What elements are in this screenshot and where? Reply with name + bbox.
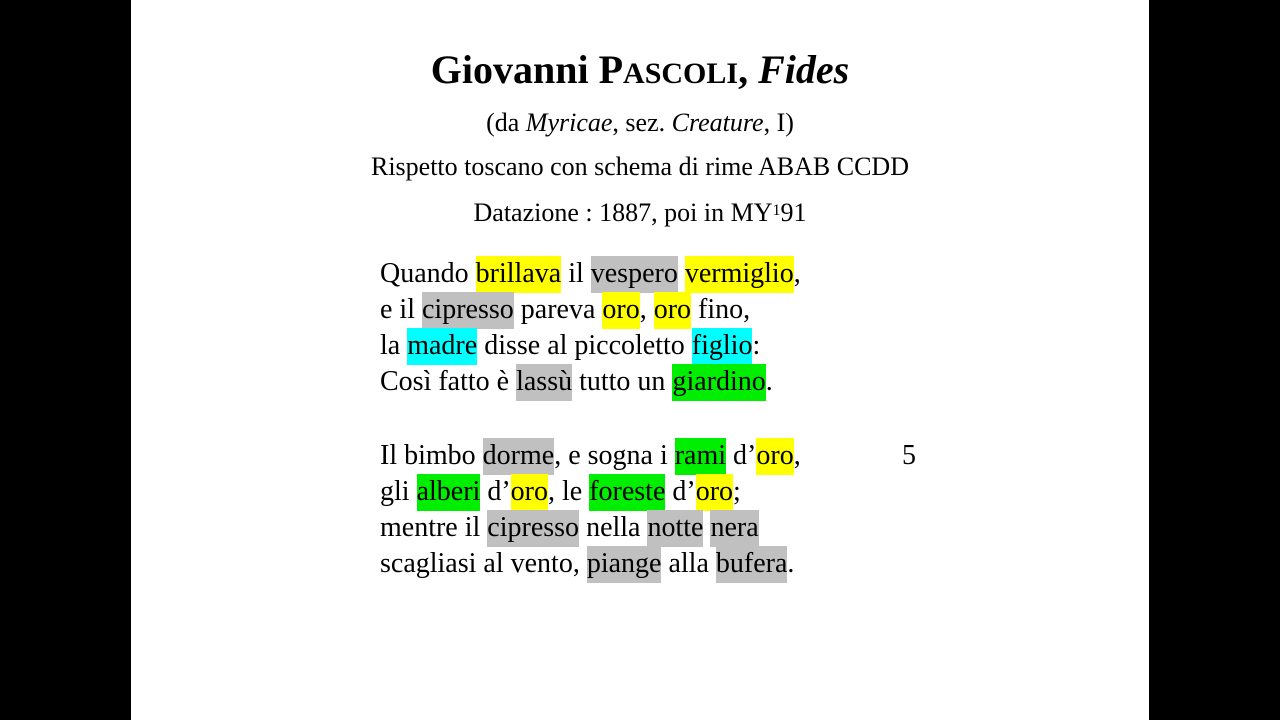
highlighted-word-cyan: madre [407, 328, 477, 365]
poem-text: . [765, 366, 773, 397]
title-last-rest: ASCOLI [623, 57, 739, 90]
title-work: Fides [758, 47, 850, 92]
subtitle-source-mid: , sez. [612, 108, 672, 137]
poem-stanza-1 [380, 256, 801, 400]
poem-text: mentre il [380, 512, 488, 543]
highlighted-word-yellow: oro [511, 474, 548, 511]
poem-text: nella [579, 512, 648, 543]
dating-suffix: 91 [780, 198, 807, 227]
highlighted-word-gray: lassù [516, 364, 572, 401]
poem-text: . [787, 548, 795, 579]
poem-text: pareva [513, 294, 603, 325]
poem-text: gli [380, 476, 417, 507]
poem-text [678, 258, 685, 289]
poem-text: la [380, 330, 408, 361]
highlighted-word-yellow: oro [696, 474, 733, 511]
highlighted-word-yellow: oro [756, 438, 793, 475]
subtitle-source-close: , I) [763, 108, 794, 137]
subtitle-collection: Myricae [525, 108, 613, 137]
dating-superscript: 1 [772, 202, 781, 219]
poem-text: d’ [665, 476, 696, 507]
poem-text: tutto un [572, 366, 673, 397]
subtitle-scheme: Rispetto toscano con schema di rime ABAB CCDD [370, 152, 909, 181]
subtitle-source [131, 106, 1149, 140]
poem-stanza-2 [380, 438, 801, 582]
poem-line [380, 364, 801, 400]
highlighted-word-gray: dorme [483, 438, 555, 475]
poem-line [380, 474, 801, 510]
highlighted-word-green: foreste [589, 474, 665, 511]
poem-text: , le [547, 476, 590, 507]
poem-line [380, 546, 801, 582]
highlighted-word-cyan: figlio [692, 328, 753, 365]
highlighted-word-gray: cipresso [487, 510, 579, 547]
poem-text: d’ [726, 440, 757, 471]
subtitle-dating [131, 196, 1149, 230]
title-last-initial: P [598, 47, 624, 92]
highlighted-word-yellow: brillava [476, 256, 562, 293]
highlighted-word-yellow: oro [602, 292, 639, 329]
highlighted-word-yellow: vermiglio [685, 256, 794, 293]
poem-text: scagliasi al vento, [380, 548, 587, 579]
subtitle-section: Creature [671, 108, 764, 137]
poem-text: Così fatto è [380, 366, 517, 397]
highlighted-word-gray: piange [587, 546, 662, 583]
poem-text: e il [380, 294, 422, 325]
highlighted-word-green: giardino [672, 364, 765, 401]
poem-line [380, 328, 801, 364]
poem-line [380, 438, 801, 474]
poem-line [380, 256, 801, 292]
title-separator: , [738, 47, 749, 92]
poem-text: d’ [480, 476, 511, 507]
poem-text: fino, [691, 294, 751, 325]
slide [131, 0, 1149, 720]
highlighted-word-gray: nera [710, 510, 758, 547]
poem-text: , e sogna i [554, 440, 675, 471]
poem-text: , [639, 294, 654, 325]
poem-text: , [793, 440, 801, 471]
title-first-name: Giovanni [430, 47, 589, 92]
poem-line [380, 510, 801, 546]
dating-prefix: Datazione : 1887, poi in MY [473, 198, 773, 227]
highlighted-word-gray: bufera [716, 546, 788, 583]
highlighted-word-gray: notte [647, 510, 703, 547]
highlighted-word-gray: cipresso [422, 292, 514, 329]
poem-line [380, 292, 801, 328]
poem-text: Il bimbo [380, 440, 483, 471]
subtitle-source-open: (da [486, 108, 526, 137]
page-title [131, 44, 1149, 100]
poem-text: alla [661, 548, 716, 579]
highlighted-word-green: rami [675, 438, 726, 475]
poem-text: Quando [380, 258, 476, 289]
highlighted-word-yellow: oro [654, 292, 691, 329]
poem-text: disse al piccoletto [477, 330, 692, 361]
highlighted-word-green: alberi [417, 474, 481, 511]
line-number: 5 [902, 440, 916, 471]
poem-text: il [561, 258, 591, 289]
highlighted-word-gray: vespero [591, 256, 678, 293]
poem-text: ; [733, 476, 741, 507]
poem-text: : [752, 330, 761, 361]
poem-text: , [793, 258, 801, 289]
